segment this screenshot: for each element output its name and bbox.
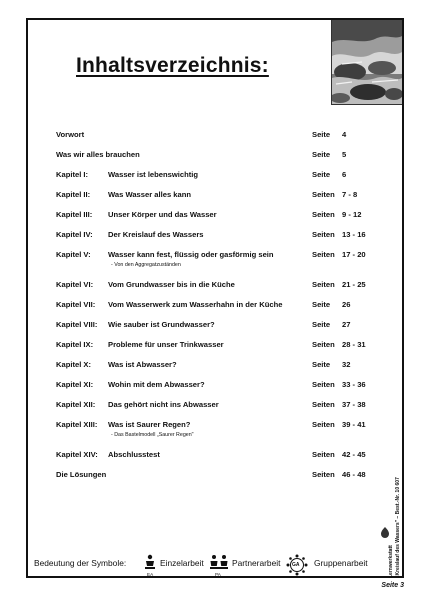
toc-page-value: 39 - 41 [342, 420, 366, 429]
toc-page-label: Seite [312, 150, 331, 159]
toc-chapter: Kapitel VIII: [56, 320, 98, 329]
toc-chapter: Kapitel I: [56, 170, 89, 179]
toc-chapter: Die Lösungen [56, 470, 107, 479]
toc-page-label: Seiten [312, 420, 335, 429]
toc-page-value: 7 - 8 [342, 190, 358, 199]
toc-page-label: Seiten [312, 450, 335, 459]
toc-page-value: 27 [342, 320, 351, 329]
toc-page-value: 33 - 36 [342, 380, 366, 389]
toc-title: Der Kreislauf des Wassers [108, 230, 204, 239]
toc-page-label: Seiten [312, 470, 335, 479]
toc-subtitle: - Das Bastelmodell „Saurer Regen" [111, 432, 194, 438]
legend-ea-tag: EA [147, 572, 154, 577]
toc-chapter: Kapitel III: [56, 210, 93, 219]
toc-chapter: Vorwort [56, 130, 85, 139]
side-line-2: „Kreislauf des Wassers" – Best.-Nr. 10 607 [395, 477, 401, 578]
toc-title: Was ist Saurer Regen? [108, 420, 191, 429]
toc-title: Wasser kann fest, flüssig oder gasförmig sein [108, 250, 274, 259]
toc-page-value: 13 - 16 [342, 230, 366, 239]
toc-page-value: 6 [342, 170, 347, 179]
toc-page-value: 46 - 48 [342, 470, 366, 479]
toc-chapter: Kapitel XI: [56, 380, 94, 389]
toc-page-value: 32 [342, 360, 351, 369]
toc-page-label: Seiten [312, 280, 335, 289]
toc-page-value: 37 - 38 [342, 400, 366, 409]
toc-chapter: Kapitel VII: [56, 300, 96, 309]
toc-page-value: 4 [342, 130, 347, 139]
toc-page-label: Seiten [312, 210, 335, 219]
toc-chapter: Kapitel X: [56, 360, 92, 369]
toc-title: Was ist Abwasser? [108, 360, 177, 369]
toc-page-label: Seite [312, 360, 331, 369]
legend-gruppenarbeit: Gruppenarbeit [314, 558, 368, 568]
toc-title: Vom Grundwasser bis in die Küche [108, 280, 235, 289]
toc-chapter: Kapitel XIII: [56, 420, 98, 429]
photo-graphic [332, 20, 402, 104]
toc-chapter: Was wir alles brauchen [56, 150, 140, 159]
toc-title: Wie sauber ist Grundwasser? [108, 320, 215, 329]
toc-title: Unser Körper und das Wasser [108, 210, 217, 219]
toc-subtitle: - Von den Aggregatzuständen [111, 262, 181, 268]
toc-page-label: Seiten [312, 400, 335, 409]
page-title: Inhaltsverzeichnis: [76, 54, 269, 77]
toc-page-label: Seiten [312, 230, 335, 239]
toc-page-label: Seite [312, 300, 331, 309]
toc-chapter: Kapitel II: [56, 190, 91, 199]
page-number: Seite 3 [381, 582, 404, 589]
toc-title: Was Wasser alles kann [108, 190, 192, 199]
toc-page-value: 9 - 12 [342, 210, 362, 219]
toc-page-value: 42 - 45 [342, 450, 366, 459]
toc-page-label: Seite [312, 170, 331, 179]
water-stones-photo [331, 20, 402, 105]
toc-page-label: Seiten [312, 250, 335, 259]
page-frame [26, 18, 404, 578]
toc-title: Probleme für unser Trinkwasser [108, 340, 224, 349]
toc-page-label: Seiten [312, 380, 335, 389]
toc-page-label: Seiten [312, 190, 335, 199]
legend-partnerarbeit: Partnerarbeit [232, 558, 281, 568]
legend-ga-tag: GA [292, 562, 300, 568]
toc-page-label: Seite [312, 320, 331, 329]
toc-title: Wohin mit dem Abwasser? [108, 380, 205, 389]
side-line-1: Lernwerkstatt [388, 545, 394, 578]
publisher-logo-icon [380, 526, 390, 538]
toc-chapter: Kapitel XIV: [56, 450, 98, 459]
toc-chapter: Kapitel VI: [56, 280, 94, 289]
toc-page-label: Seite [312, 130, 331, 139]
symbol-legend [34, 554, 374, 578]
toc-chapter: Kapitel V: [56, 250, 91, 259]
toc-page-value: 26 [342, 300, 351, 309]
legend-pa-tag: PA [215, 572, 221, 577]
toc-page-value: 5 [342, 150, 347, 159]
toc-title: Abschlusstest [108, 450, 160, 459]
toc-page-label: Seiten [312, 340, 335, 349]
toc-page-value: 17 - 20 [342, 250, 366, 259]
partner-icon [209, 554, 229, 572]
toc-title: Das gehört nicht ins Abwasser [108, 400, 219, 409]
toc-title: Wasser ist lebenswichtig [108, 170, 199, 179]
legend-einzelarbeit: Einzelarbeit [160, 558, 204, 568]
publisher-side-info [378, 430, 406, 580]
toc-page-value: 21 - 25 [342, 280, 366, 289]
toc-chapter: Kapitel IV: [56, 230, 93, 239]
toc-title: Vom Wasserwerk zum Wasserhahn in der Küche [108, 300, 283, 309]
toc-chapter: Kapitel XII: [56, 400, 96, 409]
toc-page-value: 28 - 31 [342, 340, 366, 349]
toc-chapter: Kapitel IX: [56, 340, 94, 349]
single-person-icon [144, 554, 156, 572]
legend-intro: Bedeutung der Symbole: [34, 558, 127, 568]
